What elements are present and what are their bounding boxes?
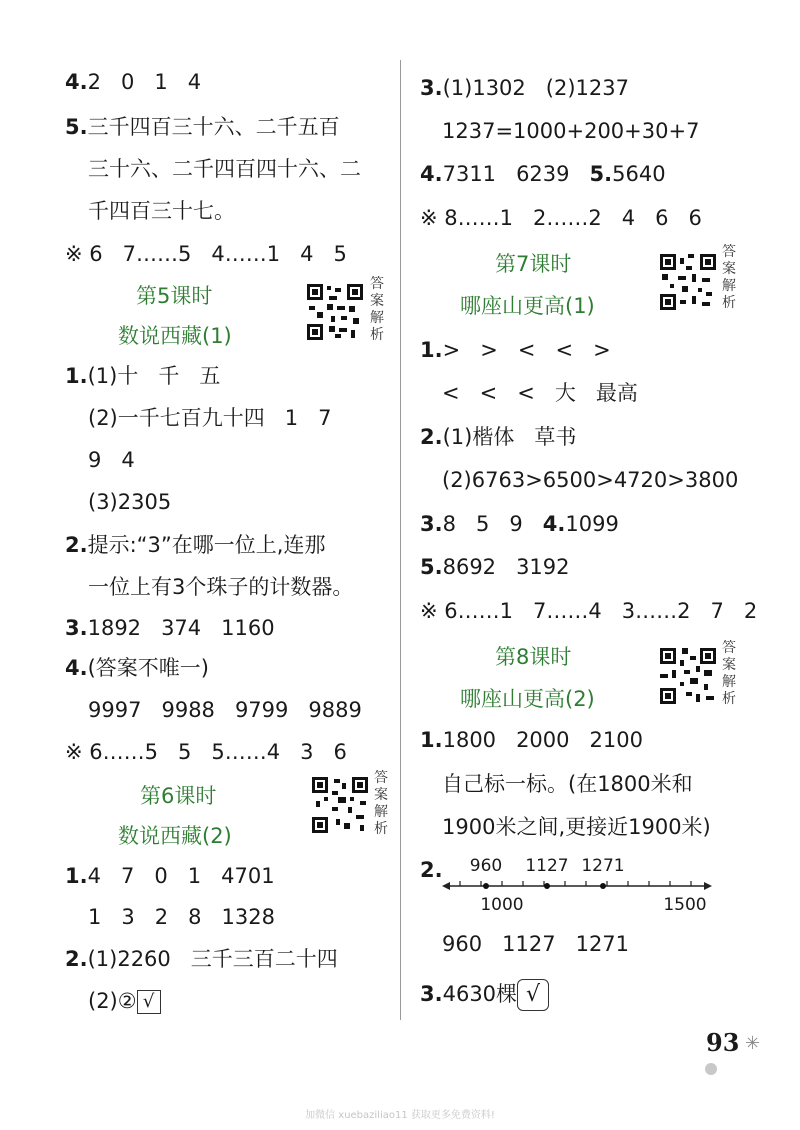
answer-line xyxy=(420,74,629,102)
qr-label: 答 案 解 析 xyxy=(374,770,388,837)
answer-text: (1)1302 (2)1237 xyxy=(442,76,629,100)
qr-code-icon[interactable] xyxy=(310,775,370,835)
item-number: 1. xyxy=(420,338,443,362)
item-number: 2. xyxy=(65,533,88,557)
number-line-top-label: 1271 xyxy=(581,856,625,876)
answer-line xyxy=(420,979,549,1011)
number-line-bottom-label: 1500 xyxy=(663,895,707,915)
item-number: 1. xyxy=(65,364,88,388)
number-line-top-label: 1127 xyxy=(525,856,569,876)
number-line-diagram xyxy=(440,854,720,918)
bonus-answer: ※ 6……1 7……4 3……2 7 2 xyxy=(420,599,758,623)
answer-line xyxy=(420,553,570,581)
answer-text: 2 0 1 4 xyxy=(87,70,202,94)
answer-line xyxy=(65,362,220,390)
answer-text: (2)② xyxy=(88,989,137,1013)
lesson-subtitle: 哪座山更高(2) xyxy=(460,687,595,711)
page-number: 93 xyxy=(706,1028,740,1057)
answer-line xyxy=(65,862,275,890)
answer-text: 7311 6239 xyxy=(442,162,590,186)
lesson-title: 第6课时 xyxy=(140,784,217,808)
answer-text: (3)2305 xyxy=(88,490,172,514)
answer-text: (1)2260 三千三百二十四 xyxy=(87,947,338,971)
answer-text: (2)6763>6500>4720>3800 xyxy=(442,468,739,492)
answer-text: 8 5 9 xyxy=(442,512,543,536)
bonus-answer: ※ 6 7……5 4……1 4 5 xyxy=(65,242,347,266)
qr-code-icon[interactable] xyxy=(658,646,718,706)
answer-text: < < < 大 最高 xyxy=(442,381,638,405)
answer-text: 4 7 0 1 4701 xyxy=(87,864,275,888)
item-number: 1. xyxy=(420,728,443,752)
answer-text: 5640 xyxy=(612,162,666,186)
answer-text: 1892 374 1160 xyxy=(87,616,275,640)
lesson-subtitle: 哪座山更高(1) xyxy=(460,294,595,318)
answer-text: 1 3 2 8 1328 xyxy=(88,905,275,929)
arrow-right-icon xyxy=(704,882,712,890)
answer-line xyxy=(65,654,209,682)
answer-line xyxy=(65,945,338,973)
qr-code-icon[interactable] xyxy=(658,252,718,312)
lesson-title: 第8课时 xyxy=(495,645,572,669)
answer-text: 4630棵 xyxy=(442,982,518,1006)
footer-watermark: 加微信 xuebaziliao11 获取更多免费资料! xyxy=(305,1110,495,1121)
qr-label: 答 案 解 析 xyxy=(722,244,736,311)
answer-text: 一位上有3个珠子的计数器。 xyxy=(88,575,354,599)
column-divider xyxy=(400,60,401,1020)
answer-text: 1099 xyxy=(565,512,619,536)
item-number: 3. xyxy=(420,76,443,100)
answer-line xyxy=(420,726,643,754)
item-number: 3. xyxy=(420,982,443,1006)
item-number: 2. xyxy=(420,858,443,882)
qr-label: 答 案 解 析 xyxy=(722,640,736,707)
answer-text: 三千四百三十六、二千五百 xyxy=(87,115,340,139)
check-mark-icon: √ xyxy=(137,990,161,1014)
answer-line xyxy=(420,336,611,364)
answer-line xyxy=(65,614,275,642)
answer-text: (1)楷体 草书 xyxy=(442,425,577,449)
answer-text: 8692 3192 xyxy=(442,555,570,579)
dot-decoration-icon xyxy=(705,1063,717,1075)
answer-line xyxy=(420,160,666,188)
number-line-point xyxy=(600,883,606,889)
answer-text: 提示:“3”在哪一位上,连那 xyxy=(87,533,326,557)
answer-text: 9997 9988 9799 9889 xyxy=(88,698,362,722)
item-number: 5. xyxy=(420,555,443,579)
item-number: 3. xyxy=(420,512,443,536)
answer-text: 三十六、二千四百四十六、二 xyxy=(88,157,361,181)
item-number: 5. xyxy=(589,162,613,186)
answer-text: 1237=1000+200+30+7 xyxy=(442,119,700,143)
answer-text: 1800 2000 2100 xyxy=(442,728,643,752)
answer-text: (1)十 千 五 xyxy=(87,364,221,388)
number-line-point xyxy=(544,883,550,889)
answer-line xyxy=(65,113,340,141)
answer-line xyxy=(88,987,161,1015)
item-number: 2. xyxy=(420,425,443,449)
answer-line xyxy=(65,68,201,96)
item-number: 5. xyxy=(65,115,88,139)
bonus-answer: ※ 6……5 5 5……4 3 6 xyxy=(65,740,347,764)
item-number: 2. xyxy=(65,947,88,971)
answer-text: > > < < > xyxy=(442,338,611,362)
check-mark-icon: √ xyxy=(517,979,549,1011)
answer-text: (答案不唯一) xyxy=(87,656,209,680)
item-number: 4. xyxy=(65,656,88,680)
answer-text: 自己标一标。(在1800米和 xyxy=(442,772,693,796)
qr-code-icon[interactable] xyxy=(305,282,365,342)
lesson-subtitle: 数说西藏(1) xyxy=(118,324,232,348)
answer-text: 千四百三十七。 xyxy=(88,199,235,223)
number-line-point xyxy=(483,883,489,889)
number-line-top-label: 960 xyxy=(469,856,503,876)
answer-text: (2)一千七百九十四 1 7 xyxy=(88,406,332,430)
item-number: 4. xyxy=(542,512,566,536)
answer-line xyxy=(420,510,619,538)
answer-line xyxy=(420,423,576,451)
answer-line xyxy=(65,531,325,559)
arrow-left-icon xyxy=(442,882,450,890)
bonus-answer: ※ 8……1 2……2 4 6 6 xyxy=(420,206,702,230)
number-line-bottom-label: 1000 xyxy=(480,895,524,915)
item-number: 1. xyxy=(65,864,88,888)
answer-text: 1900米之间,更接近1900米) xyxy=(442,815,711,839)
lesson-title: 第5课时 xyxy=(136,284,213,308)
star-decoration-icon: ✳ xyxy=(745,1033,761,1054)
qr-label: 答 案 解 析 xyxy=(370,276,384,343)
lesson-subtitle: 数说西藏(2) xyxy=(118,824,232,848)
answer-text: 9 4 xyxy=(88,448,135,472)
item-number: 4. xyxy=(65,70,88,94)
item-number: 4. xyxy=(420,162,443,186)
item-number: 3. xyxy=(65,616,88,640)
answer-text: 960 1127 1271 xyxy=(442,932,630,956)
lesson-title: 第7课时 xyxy=(495,252,572,276)
